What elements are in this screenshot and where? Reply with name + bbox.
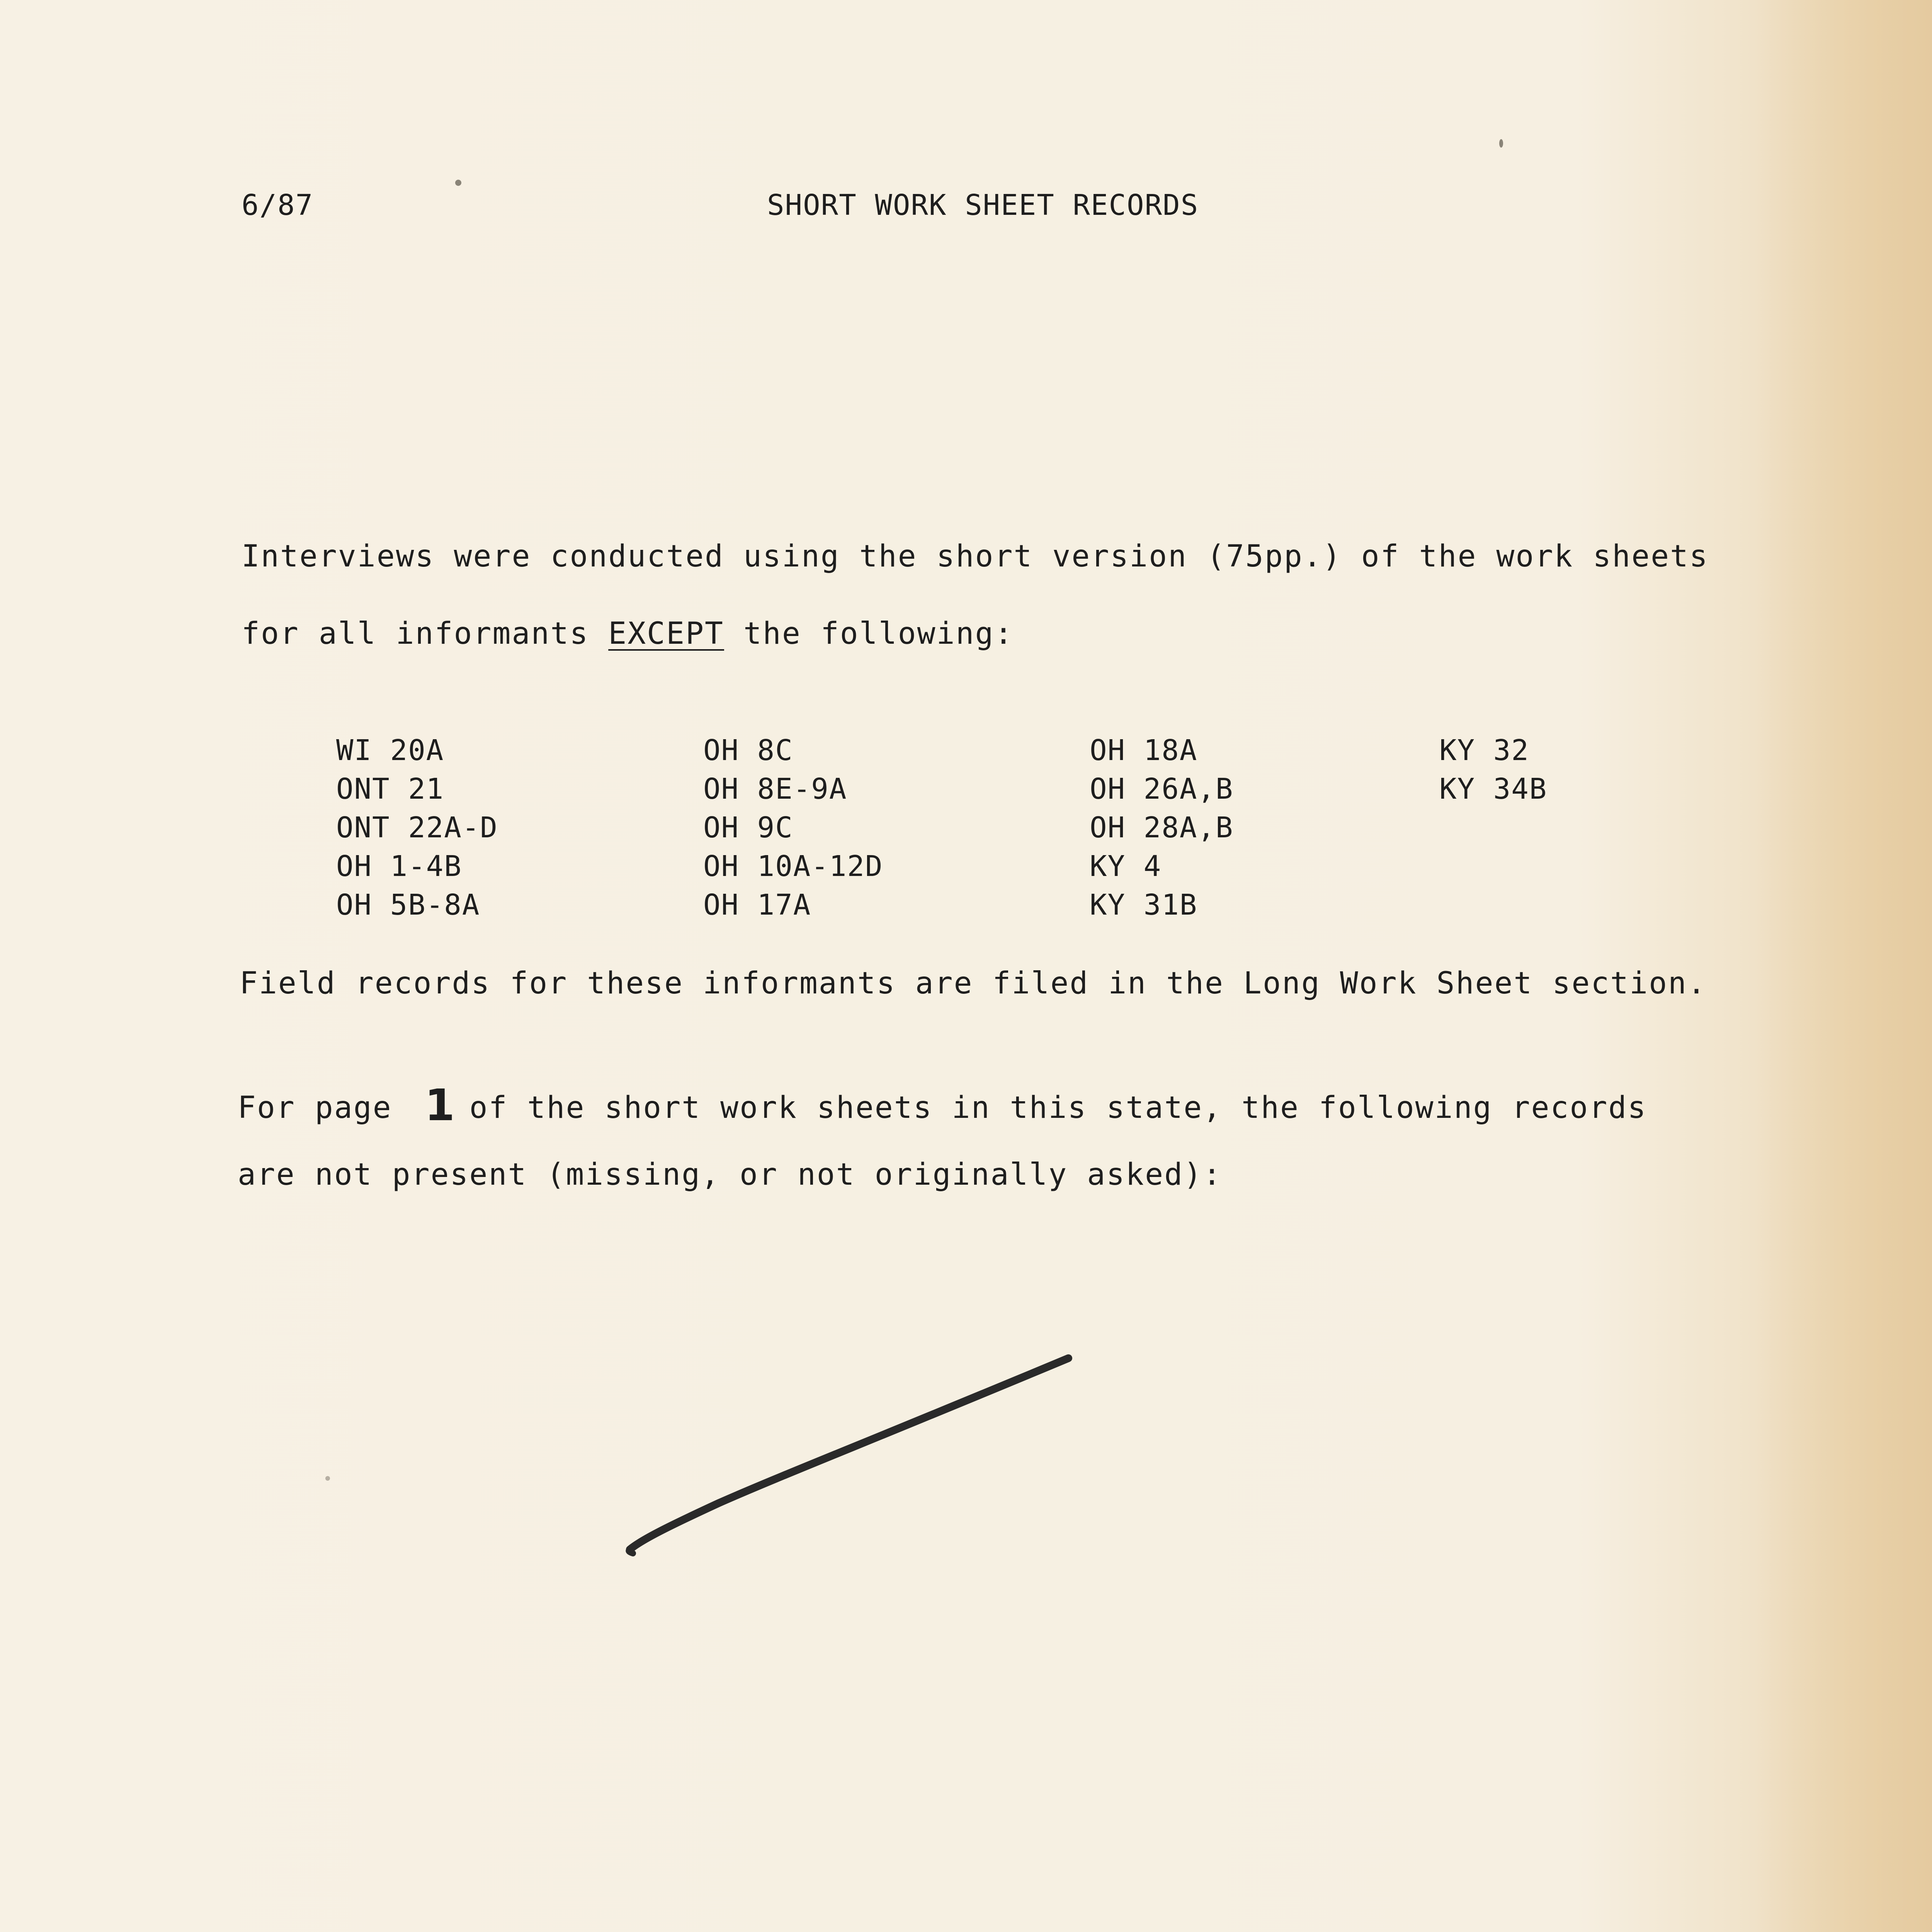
- informant-entry: KY 31B: [1090, 888, 1198, 922]
- intro-line-2-end: the following:: [724, 616, 1014, 651]
- document-date: 6/87: [242, 189, 314, 222]
- informant-entry: KY 4: [1090, 850, 1162, 883]
- informant-entry: OH 17A: [703, 888, 811, 922]
- informant-entry: OH 5B-8A: [336, 888, 480, 922]
- informant-entry: OH 18A: [1090, 734, 1198, 767]
- informant-column-4: [1439, 731, 1547, 808]
- intro-line-2: [242, 616, 1014, 651]
- field-records-note: Field records for these informants are filed in the Long Work Sheet section.: [240, 966, 1707, 1001]
- informant-entry: ONT 22A-D: [336, 811, 498, 844]
- informant-entry: OH 10A-12D: [703, 850, 883, 883]
- informant-entry: WI 20A: [336, 734, 444, 767]
- informant-entry: ONT 21: [336, 772, 444, 806]
- informant-entry: OH 8C: [703, 734, 793, 767]
- informant-column-1: [336, 731, 498, 924]
- paper-speck: [1499, 139, 1503, 148]
- informant-entry: OH 1-4B: [336, 850, 462, 883]
- informant-entry: OH 26A,B: [1090, 772, 1234, 806]
- paper-edge-stain: [1754, 0, 1932, 1932]
- intro-line-2-start: for all informants: [242, 616, 609, 651]
- informant-entry: KY 32: [1439, 734, 1529, 767]
- informant-column-2: [703, 731, 883, 924]
- page-note-prefix: For page: [238, 1090, 412, 1125]
- handwritten-page-number: 1: [425, 1080, 456, 1131]
- page-note-line-2: are not present (missing, or not originally asked):: [238, 1157, 1222, 1192]
- informant-entry: KY 34B: [1439, 772, 1548, 806]
- except-emphasis: EXCEPT: [608, 616, 724, 651]
- document-title: SHORT WORK SHEET RECORDS: [767, 189, 1199, 222]
- paper-speck: [325, 1476, 330, 1481]
- intro-line-1: Interviews were conducted using the short version (75pp.) of the work sheets: [242, 539, 1709, 574]
- informant-entry: OH 9C: [703, 811, 793, 844]
- paper-speck: [455, 180, 461, 186]
- page-note-suffix: of the short work sheets in this state, the following records: [469, 1090, 1647, 1125]
- handwritten-dash-mark: [618, 1345, 1082, 1561]
- informant-entry: OH 28A,B: [1090, 811, 1234, 844]
- informant-entry: OH 8E-9A: [703, 772, 847, 806]
- page-note-line-1: [238, 1078, 1647, 1131]
- informant-column-3: [1090, 731, 1233, 924]
